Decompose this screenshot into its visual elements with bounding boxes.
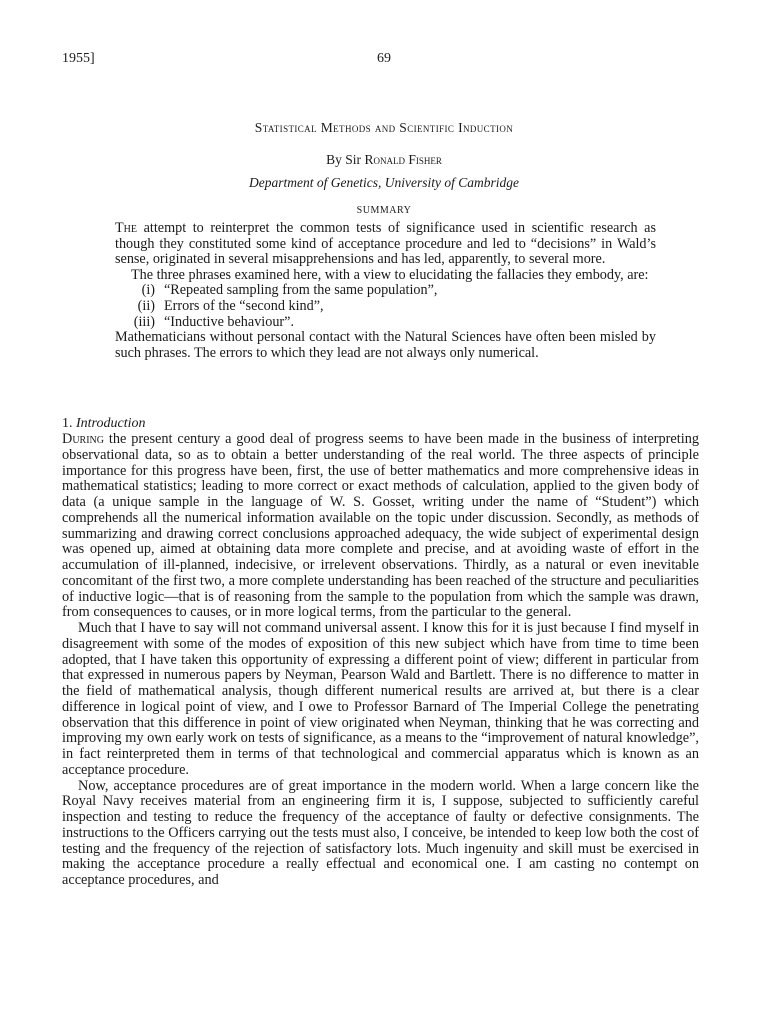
body-lead-word: During [62,431,104,447]
summary-phrase-item [115,283,656,299]
affiliation: Department of Genetics, University of Cambridge [249,175,519,190]
item-number: (ii) [137,297,155,314]
author-name: Ronald Fisher [364,152,442,167]
summary-abstract [115,221,656,361]
item-number: (i) [141,282,155,299]
item-text: “Inductive behaviour”. [164,313,294,330]
body-paragraph-1 [62,432,699,621]
summary-paragraph-1-text: attempt to reinterpret the common tests of significance used in scientific research as though they constituted some kind of acceptance procedure and led to “decisions” in Wald’s sense, originated in several misapprehensions and has led, apparently, to several more. [115,220,656,268]
item-number: (iii) [133,313,155,330]
body-paragraph-2: Much that I have to say will not command universal assent. I know this for it is just because I find myself in disagreement with some of the modes of exposition of this new subject which have from time to time been adopted, that I have taken this opportunity of expressing a different point of view; different in particular from that expressed in numerous papers by Neyman, Pearson Wald and Bartlett. There is no difference to matter in the field of mathematical analysis, though different numerical results are arrived at, but there is a clear difference in logical point of view, and I owe to Professor Barnard of The Imperial College the penetrating observation that this difference in point of view originated when Neyman, thinking that he was correcting and improving my own early work on tests of significance, as a means to the “improvement of natural knowledge”, in fact reinterpreted them in terms of that technological and commercial apparatus which is known as an acceptance procedure. [62,620,699,778]
summary-lead-word: The [115,220,137,236]
author-line [0,152,768,168]
body-paragraph-1-text: the present century a good deal of progress seems to have been made in the business of interpreting observational data, so as to obtain a better understanding of the real world. The three aspects of principle importance for this progress have been, first, the use of better mathematics and more comprehensive ideas in mathematical statistics; leading to more correct or exact methods of calculation, applied to the given body of data (a unique sample in the language of W. S. Gosset, writing under the name of “Student”) which comprehends all the numerical information available on the topic under discussion. Secondly, as methods of summarizing and drawing correct conclusions approached adequacy, the wide subject of experimental design was opened up, aimed at obtaining data more complete and precise, and at avoiding waste of effort in the accumulation of ill-planned, indecisive, or irrelevent observations. Thirdly, as a natural or even inevitable concomitant of the first two, a more complete understanding has been reached of the structure and peculiarities of inductive logic—that is of reasoning from the sample to the population from which the sample was drawn, from consequences to causes, or in more logical terms, from the particular to the general. [62,431,699,621]
author-prefix: By Sir [326,152,365,167]
body-paragraph-3: Now, acceptance procedures are of great importance in the modern world. When a large concern like the Royal Navy receives material from an engineering firm it is, I suppose, subjected to sufficiently careful inspection and testing to reduce the frequency of the acceptance of faulty or defective consignments. The instructions to the Officers carrying out the tests must also, I conceive, be intended to keep low both the cost of testing and the frequency of the rejection of satisfactory lots. Much ingenuity and skill must be exercised in making the acceptance procedure a really effectual and economical one. I am casting no contempt on acceptance procedures, and [62,777,699,888]
paper-title: Statistical Methods and Scientific Induction [254,120,514,135]
summary-phrase-list [115,283,656,330]
summary-phrase-item [115,315,656,331]
running-header-year: 1955] [62,51,95,66]
item-text: Errors of the “second kind”, [164,297,324,314]
summary-paragraph-2: The three phrases examined here, with a view to elucidating the fallacies they embody, are: [131,266,649,283]
section-heading [62,416,145,432]
section-number: 1. [62,416,76,431]
page-number: 69 [377,51,391,66]
section-title: Introduction [76,416,146,431]
summary-paragraph-3: Mathematicians without personal contact with the Natural Sciences have often been misled by such phrases. The errors to which they lead are not always only numerical. [115,329,656,361]
summary-paragraph-1 [115,221,656,268]
item-text: “Repeated sampling from the same population”, [164,282,438,299]
summary-heading: SUMMARY [356,205,412,216]
body-text [62,432,699,889]
summary-phrase-item [115,299,656,315]
